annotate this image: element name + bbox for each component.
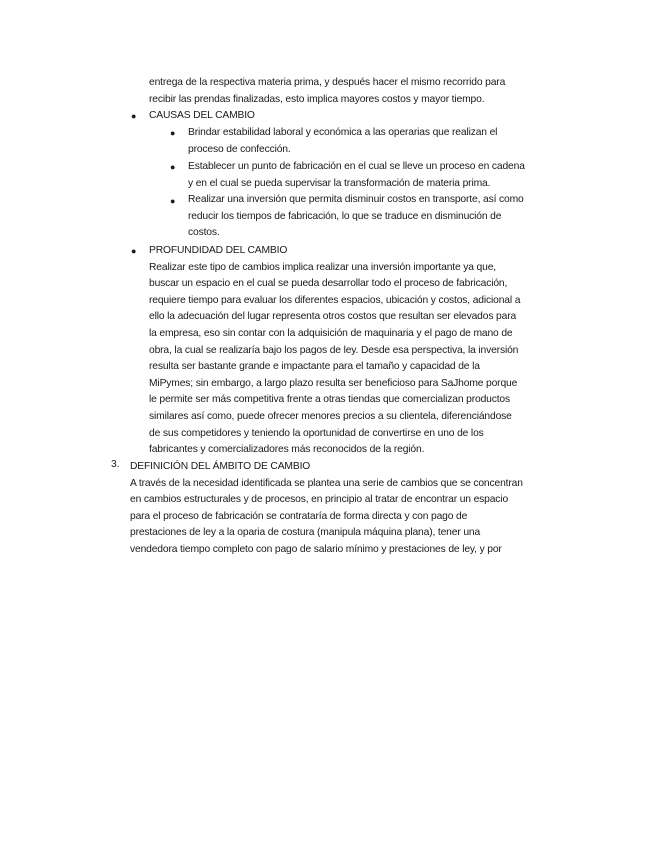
text-line: similares así como, puede ofrecer menores precios a su clientela, diferenciándose [149,410,512,422]
text-line: vendedora tiempo completo con pago de salario mínimo y prestaciones de ley, y por [130,543,502,555]
text-line: buscar un espacio en el cual se pueda desarrollar todo el proceso de fabricación, [149,278,508,290]
text-line: proceso de confección. [188,143,291,155]
causa-item [188,125,497,158]
text-line: en cambios estructurales y de procesos, en principio al tratar de encontrar un espacio [130,494,509,506]
text-line: para el proceso de fabricación se contrataría de forma directa y con pago de [130,510,468,522]
section3-heading: DEFINICIÓN DEL ÁMBITO DE CAMBIO [130,461,311,472]
causa-item [188,192,524,242]
text-line: entrega de la respectiva materia prima, y después hacer el mismo recorrido para [149,77,506,88]
text-line: A través de la necesidad identificada se plantea una serie de cambios que se concentran [130,477,523,489]
text-line: reducir los tiempos de fabricación, lo que se traduce en disminución de [188,210,502,222]
text-line: obra, la cual se realizaría bajo los pagos de ley. Desde esa perspectiva, la inversión [149,344,519,356]
bullet-icon: ● [170,196,176,206]
causas-heading [149,108,255,125]
text-line: MiPymes; sin embargo, a largo plazo resulta ser beneficioso para SaJhome porque [149,377,518,389]
text-line: requiere tiempo para evaluar los diferentes espacios, ubicación y costos, adicional a [149,294,521,306]
text-line: recibir las prendas finalizadas, esto implica mayores costos y mayor tiempo. [149,93,485,105]
intro-paragraph [149,75,505,108]
text-line: Establecer un punto de fabricación en el cual se lleve un proceso en cadena [188,161,525,172]
text-line: Realizar este tipo de cambios implica realizar una inversión importante ya que, [149,261,497,273]
text-line: la empresa, eso sin contar con la adquisición de maquinaria y el pago de mano de [149,327,513,339]
heading-text: CAUSAS DEL CAMBIO [149,110,255,121]
text-line: prestaciones de ley a la oparia de costura (manipula máquina plana), tener una [130,527,481,539]
causa-item [188,159,525,192]
section-number: 3. [111,459,120,470]
text-line: y en el cual se pueda supervisar la transformación de materia prima. [188,177,491,189]
profundidad-heading: PROFUNDIDAD DEL CAMBIO [149,245,288,256]
bullet-icon: ● [131,246,137,256]
section3-block [130,459,523,559]
text-line: costos. [188,227,220,239]
text-line: de sus competidores y teniendo la oportunidad de convertirse en uno de los [149,427,484,439]
bullet-icon: ● [131,111,137,121]
text-line: ello la adecuación del lugar representa otros costos que resultan ser elevados para [149,311,517,323]
text-line: Brindar estabilidad laboral y económica a las operarias que realizan el [188,127,498,138]
profundidad-section [149,243,520,459]
text-line: Realizar una inversión que permita disminuir costos en transporte, así como [188,194,524,205]
text-line: resulta ser bastante grande e impactante para el tamaño y capacidad de la [149,361,480,373]
bullet-icon: ● [170,128,176,138]
bullet-icon: ● [170,162,176,172]
text-line: le permite ser más competitiva frente a otras tiendas que comercializan productos [149,394,511,406]
text-line: fabricantes y comercializadores más reconocidos de la región. [149,444,425,456]
